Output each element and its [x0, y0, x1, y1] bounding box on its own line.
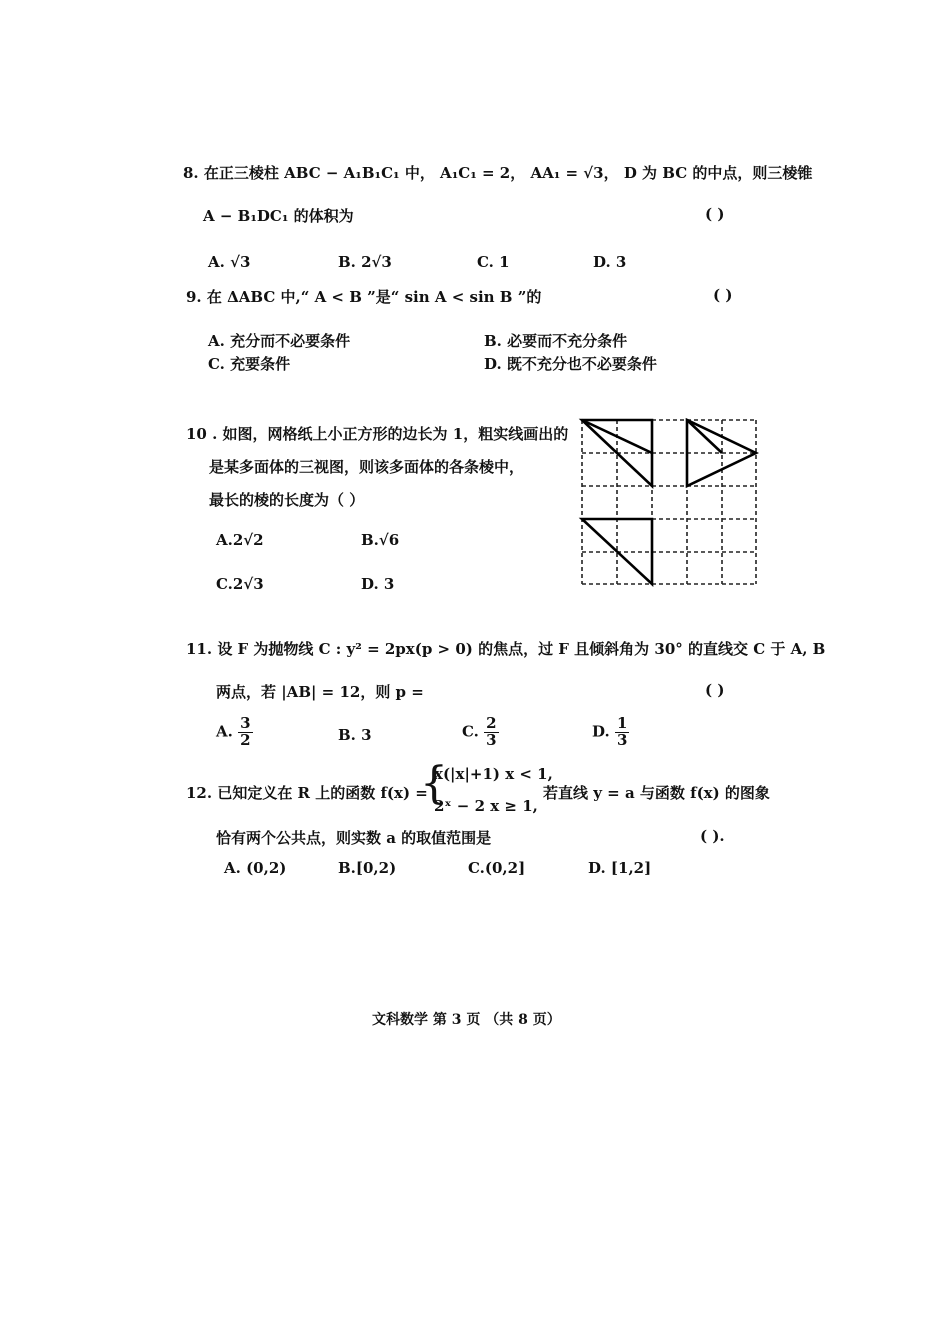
q11-line1: 11. 设 F 为抛物线 C : y² = 2px(p > 0) 的焦点，过 F 且倾斜角为 30° 的直线交 C 于 A, B	[186, 640, 826, 658]
q12-line2: 恰有两个公共点，则实数 a 的取值范围是	[216, 829, 492, 847]
q8-line1: 8. 在正三棱柱 ABC − A₁B₁C₁ 中， A₁C₁ = 2， AA₁ = √3， D 为 BC 的中点，则三棱锥	[183, 164, 813, 182]
q9-option-a: A. 充分而不必要条件	[208, 332, 351, 350]
q12-option-b: B.[0,2)	[338, 859, 397, 877]
q10-option-c: C.2√3	[216, 575, 264, 593]
q10-line2: 是某多面体的三视图，则该多面体的各条棱中，	[209, 458, 525, 476]
q9-option-c: C. 充要条件	[208, 355, 291, 373]
q10-option-b: B.√6	[361, 531, 400, 549]
q11-option-c	[462, 716, 499, 749]
q10-line1: 10 . 如图，网格纸上小正方形的边长为 1，粗实线画出的	[186, 425, 569, 443]
three-view-grid-figure	[578, 416, 762, 588]
fraction-numerator: 1	[616, 714, 628, 732]
q10-option-d: D. 3	[361, 575, 395, 593]
q10-option-a: A.2√2	[216, 531, 264, 549]
q11-option-d-fraction	[615, 716, 629, 749]
q12-suffix: 若直线 y = a 与函数 f(x) 的图象	[543, 784, 770, 802]
q8-option-c: C. 1	[477, 253, 510, 271]
q8-line2: A − B₁DC₁ 的体积为	[203, 207, 354, 225]
q12-piecewise-brace: {	[420, 758, 448, 809]
q12-option-c: C.(0,2]	[468, 859, 526, 877]
side-view-inner-edge	[687, 420, 722, 453]
fraction-denominator: 3	[486, 730, 497, 749]
q11-option-d-label: D.	[592, 722, 610, 741]
q12-option-d: D. [1,2]	[588, 859, 652, 877]
fraction-denominator: 3	[616, 730, 628, 749]
q11-answer-paren: ( )	[705, 681, 725, 699]
q8-answer-paren: ( )	[705, 205, 725, 223]
q11-line2: 两点，若 |AB| = 12，则 p =	[216, 683, 424, 701]
q9-stem: 9. 在 ΔABC 中,“ A < B ”是“ sin A < sin B ”的	[186, 288, 542, 306]
q12-case1: x(|x|+1) x < 1,	[434, 765, 553, 783]
q11-option-a-label: A.	[216, 722, 233, 741]
q9-option-b: B. 必要而不充分条件	[484, 332, 628, 350]
q10-line3: 最长的棱的长度为（ ）	[209, 491, 365, 509]
page-footer: 文科数学 第 3 页 （共 8 页）	[372, 1012, 561, 1028]
q9-option-d: D. 既不充分也不必要条件	[484, 355, 657, 373]
q9-answer-paren: ( )	[713, 286, 733, 304]
q11-option-c-label: C.	[462, 722, 479, 741]
q11-option-a	[216, 716, 253, 749]
fraction-denominator: 2	[240, 730, 251, 749]
q11-option-b: B. 3	[338, 726, 372, 744]
fraction-numerator: 3	[240, 714, 251, 732]
q8-option-d: D. 3	[593, 253, 627, 271]
q12-case2: 2ˣ − 2 x ≥ 1,	[434, 797, 538, 815]
q11-option-c-fraction	[484, 716, 498, 749]
q11-option-d	[592, 716, 629, 749]
q8-option-a: A. √3	[208, 253, 251, 271]
fraction-numerator: 2	[486, 714, 497, 732]
q12-option-a: A. (0,2)	[224, 859, 287, 877]
q11-option-a-fraction	[238, 716, 252, 749]
q12-prefix: 12. 已知定义在 R 上的函数 f(x) =	[186, 784, 428, 802]
q8-option-b: B. 2√3	[338, 253, 392, 271]
q12-answer-paren: ( ).	[700, 827, 725, 845]
